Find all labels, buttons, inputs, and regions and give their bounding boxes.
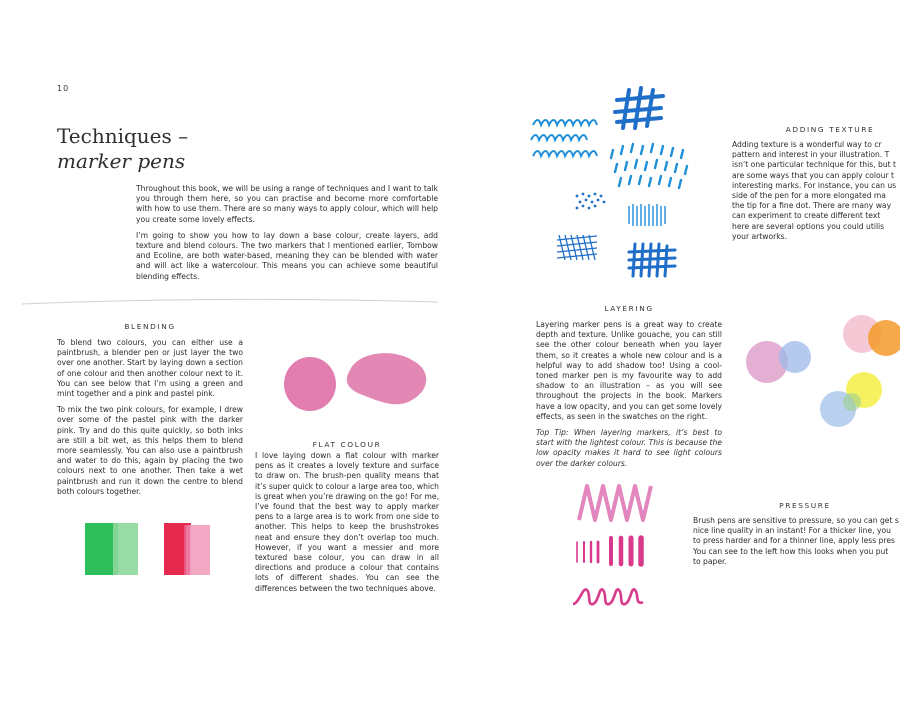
pressure-text	[693, 516, 900, 567]
layering-paragraph: Layering marker pens is a great way to create depth and texture. Unlike gouache, you can still see the other colour beneath when you layer them, so it creates a whole new colour and is a helpful way to add shadow too! Using a cool-toned marker pen is my favourite way to add shadow to an illustration – as you will see throughout the projects in the book. Markers have a low opacity, and you can get some lovely effects, as seen in the swatches on the right.	[536, 320, 722, 421]
texture-line: here are several options you could utilis	[732, 221, 885, 231]
pressure-heading: PRESSURE	[779, 501, 831, 510]
dash-marks	[611, 144, 687, 188]
intro-paragraph-2: I’m going to show you how to lay down a base colour, create layers, add texture and blend colours. The two markers that I mentioned earlier, Tombow and Ecoline, are both water-based, meaning they can be blended with water and will act like a watercolour. This means you can achieve some beautiful blending effects.	[136, 230, 438, 281]
flat-colour-swatches	[280, 348, 450, 418]
blending-swatches	[80, 520, 230, 578]
texture-line: are some ways that you can apply colour t	[732, 170, 894, 180]
divider-curve	[20, 296, 440, 308]
adding-texture-text	[732, 140, 900, 242]
blue-circle	[779, 341, 811, 373]
mint-swatch	[113, 523, 138, 575]
pressure-line: You can see to the left how this looks when you put	[693, 546, 889, 556]
loop-pressure-mark	[573, 589, 643, 604]
line-weight-marks	[577, 538, 641, 564]
hash-mark-large	[615, 88, 663, 128]
blending-heading: BLENDING	[124, 322, 176, 331]
irregular-pink-blob	[347, 353, 426, 404]
hash-mark-small	[629, 244, 675, 276]
adding-texture-heading: ADDING TEXTURE	[785, 125, 875, 134]
page-title: Techniques –	[57, 124, 189, 148]
texture-line: the tip for a fine dot. There are many way	[732, 201, 892, 211]
pressure-line: Brush pens are sensitive to pressure, so you can get s	[693, 516, 899, 525]
vertical-stroke-marks	[629, 204, 665, 226]
pressure-swatches	[565, 478, 675, 618]
round-pink-blob	[284, 357, 336, 411]
blending-paragraph-2: To mix the two pink colours, for example, I drew over some of the pastel pink with the darker pink. Try and do this quite quickly, so both inks are still a bit wet, as this helps them to blend more seamlessly. You can also use a paintbrush and water to do this, again by placing the two colours next to one another. Then take a wet paintbrush and run it down the centre to blend both colours together.	[57, 405, 243, 496]
green-overlap	[843, 393, 861, 411]
dot-marks	[576, 193, 606, 210]
loop-marks	[531, 120, 597, 156]
crosshatch-mark	[557, 235, 597, 260]
texture-line: isn’t one particular technique for this, but t	[732, 160, 897, 170]
texture-line: can experiment to create different text	[732, 211, 881, 221]
texture-line: interesting marks. For instance, you can us	[732, 180, 897, 190]
texture-line: Adding texture is a wonderful way to cr	[732, 140, 882, 149]
top-tip: Top Tip: When layering markers, it’s best to start with the lightest colour. This is because the low opacity makes it hard to see light colours over the darker colours.	[536, 428, 722, 468]
pressure-line: nice line quality in an instant! For a thicker line, you	[693, 526, 891, 536]
intro-paragraph-1: Throughout this book, we will be using a range of techniques and I want to talk you through them here, so you can practise and become more comfortable with how to use them. There are so many ways to apply colour, which will help you create some lovely effects.	[136, 184, 438, 224]
texture-line: your artworks.	[732, 231, 787, 241]
texture-line: side of the pen for a more elongated ma	[732, 191, 886, 201]
page-number: 10	[57, 84, 70, 93]
layering-heading: LAYERING	[604, 304, 654, 313]
blending-text	[57, 338, 243, 503]
page-subtitle: marker pens	[57, 149, 186, 173]
texture-line: pattern and interest in your illustration. T	[732, 150, 890, 160]
intro-text	[136, 184, 438, 288]
pressure-line: to paper.	[693, 556, 727, 566]
zigzag-mark	[579, 486, 651, 520]
layering-swatches	[740, 312, 900, 437]
blending-paragraph-1: To blend two colours, you can either use a paintbrush, a blender pen or just layer the two over one another. Start by laying down a section of one colour and then another colour next to it. You can see below that I’m using a green and mint together and a pink and pastel pink.	[57, 338, 243, 399]
flat-colour-text	[255, 451, 439, 600]
layering-text	[536, 320, 722, 475]
pressure-line: to press harder and for a thinner line, apply less pres	[693, 536, 896, 546]
texture-swatches	[525, 80, 725, 280]
flat-colour-paragraph: I love laying down a flat colour with marker pens as it creates a lovely texture and surface to draw on. The brush-pen quality means that it’s super quick to colour a large area too, which is great when you’re drawing on the go! For me, I’ve found that the best way to apply marker pens to a large area is to work from one side to another. This helps to keep the brushstrokes neat and ensure they don’t overlap too much. However, if you want a messier and more textured base colour, you can draw in all directions and produce a colour that contains lots of different shades. You can see the differences between the two techniques above.	[255, 451, 439, 593]
flat-colour-heading: FLAT COLOUR	[312, 440, 382, 449]
